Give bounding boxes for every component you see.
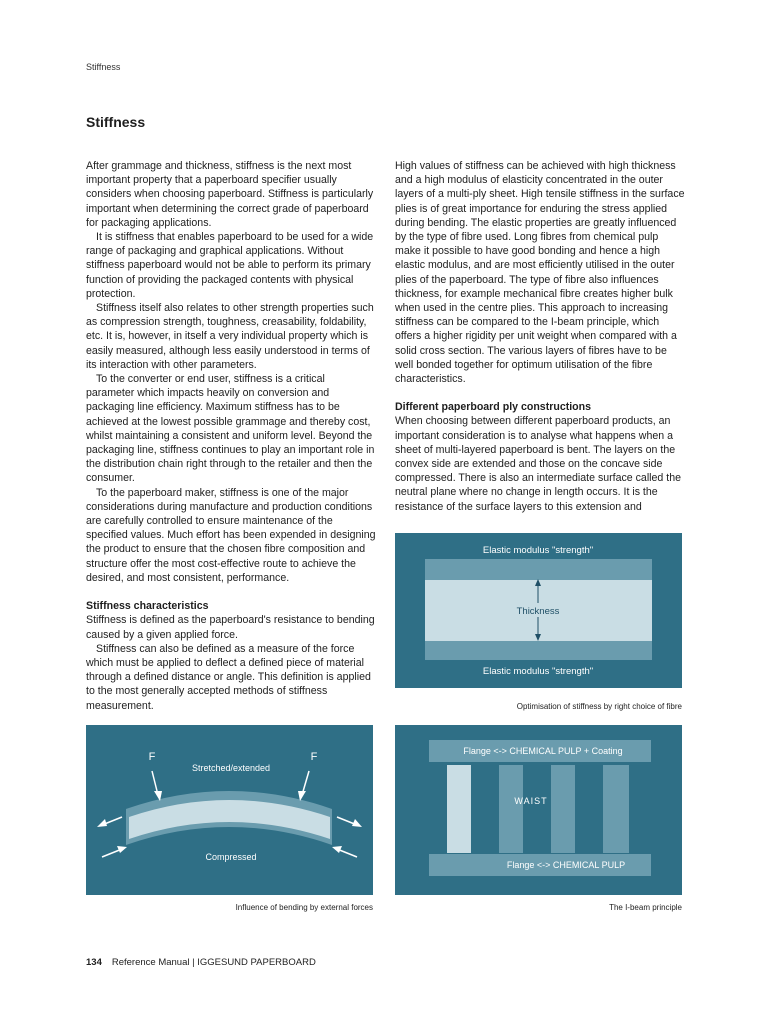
right-column bbox=[395, 159, 687, 514]
page-title: Stiffness bbox=[86, 114, 146, 130]
body-paragraph: Stiffness can also be defined as a measure of the force which must be applied to deflect a defined piece of material through a defined distance or angle. This definition is applied to the most generally accepted methods of stiffness measurement. bbox=[86, 642, 371, 712]
waist-column bbox=[447, 765, 471, 853]
top-ply bbox=[425, 559, 652, 580]
force-label-left: F bbox=[148, 751, 156, 763]
bottom-flange-label: Flange <-> CHEMICAL PULP bbox=[506, 860, 626, 870]
left-column bbox=[86, 159, 376, 713]
bottom-label: Elastic modulus "strength" bbox=[482, 666, 594, 677]
body-paragraph: To the converter or end user, stiffness is a critical parameter which impacts heavily on conversion and packaging line efficiency. Maximum stiffness has to be achieved at the lowest possible grammage and thereby cost, whilst maintaining a consistent and uniform level. Beyond the packaging line, stiffness continues to play an important role in the distribution chain right through to the retailer and then the consumer. bbox=[86, 373, 375, 485]
body-paragraph: High values of stiffness can be achieved with high thickness and a high modulus of elasticity concentrated in the outer layers of a multi-ply sheet. High tensile stiffness in the surface plies is of great importance for enduring the stress applied during bending. The elastic properties are greatly influenced by the type of fibre used. Long fibres from chemical pulp make it possible to have good bonding and hence a high elastic modulus, and are most efficiently utilised in the outer plies of the paperboard. The type of fibre also influences thickness, for example mechanical fibre creates higher bulk when used in the centre plies. This approach to increasing stiffness can be compared to the I-beam principle, which offers a higher rigidity per unit weight when compared with a solid cross section. The various layers of fibres have to be well bonded together for optimum utilisation of the fibre characteristics. bbox=[395, 160, 685, 386]
figure-bending bbox=[86, 725, 373, 895]
bottom-ply bbox=[425, 641, 652, 660]
body-paragraph: Stiffness itself also relates to other strength properties such as compression strength, toughness, creasability, foldability, etc. It is, however, in itself a very individual property which is easily measured, although less easily understood in terms of its interaction with other parameters. bbox=[86, 302, 374, 371]
figure-caption: Influence of bending by external forces bbox=[235, 903, 373, 912]
waist-column bbox=[499, 765, 523, 853]
body-paragraph: After grammage and thickness, stiffness is the next most important property that a paperboard specifier usually considers when choosing paperboard. Stiffness is particularly important when determining the correct grade of paperboard for packaging applications. bbox=[86, 160, 374, 229]
figure-caption: The I-beam principle bbox=[609, 903, 682, 912]
arrowhead-icon bbox=[352, 819, 362, 827]
force-label-right: F bbox=[310, 751, 318, 763]
arrowhead-icon bbox=[117, 846, 127, 853]
fibre-layers-diagram bbox=[395, 533, 682, 688]
stretched-label: Stretched/extended bbox=[191, 763, 271, 773]
bending-diagram bbox=[86, 725, 373, 895]
ibeam-diagram bbox=[395, 725, 682, 895]
arrowhead-icon bbox=[332, 846, 342, 853]
running-head: Stiffness bbox=[86, 62, 121, 72]
body-paragraph: It is stiffness that enables paperboard to be used for a wide range of packaging and graphical applications. Without stiffness paperboard would not be able to perform its primary function of providing the packaged contents with physical protection. bbox=[86, 231, 374, 300]
body-paragraph: To the paperboard maker, stiffness is one of the major considerations during manufacture and production conditions are carefully controlled to ensure maintenance of the specified values. Much effort has been expended in designing the product to ensure that the chosen fibre composition and structure offer the most cost-effective route to achieve the desired, and most consistent, performance. bbox=[86, 486, 376, 584]
figure-fibre-layers bbox=[395, 533, 682, 688]
waist-label: WAIST bbox=[514, 796, 548, 806]
page-number: 134 bbox=[86, 957, 102, 968]
arrowhead-icon bbox=[97, 819, 107, 827]
section-heading-ply: Different paperboard ply constructions bbox=[395, 401, 592, 414]
figure-caption: Optimisation of stiffness by right choice of fibre bbox=[516, 702, 682, 711]
section-heading-characteristics: Stiffness characteristics bbox=[86, 600, 209, 613]
top-label: Elastic modulus "strength" bbox=[482, 545, 594, 556]
waist-column bbox=[551, 765, 575, 853]
body-paragraph: Stiffness is defined as the paperboard's resistance to bending caused by a given applied force. bbox=[86, 614, 375, 641]
page-footer bbox=[86, 957, 316, 968]
thickness-label: Thickness bbox=[516, 606, 560, 617]
top-flange-label: Flange <-> CHEMICAL PULP + Coating bbox=[463, 746, 623, 756]
footer-text: Reference Manual | IGGESUND PAPERBOARD bbox=[111, 957, 316, 968]
compressed-label: Compressed bbox=[205, 852, 257, 862]
figure-ibeam bbox=[395, 725, 682, 895]
waist-column bbox=[603, 765, 629, 853]
body-paragraph: When choosing between different paperboard products, an important consideration is to analyse what happens when a sheet of multi-layered paperboard is bent. The layers on the convex side are extended and those on the concave side compressed. There is also an intermediate surface called the neutral plane where no change in length occurs. It is the resistance of the surface layers to this extension and bbox=[395, 415, 681, 513]
